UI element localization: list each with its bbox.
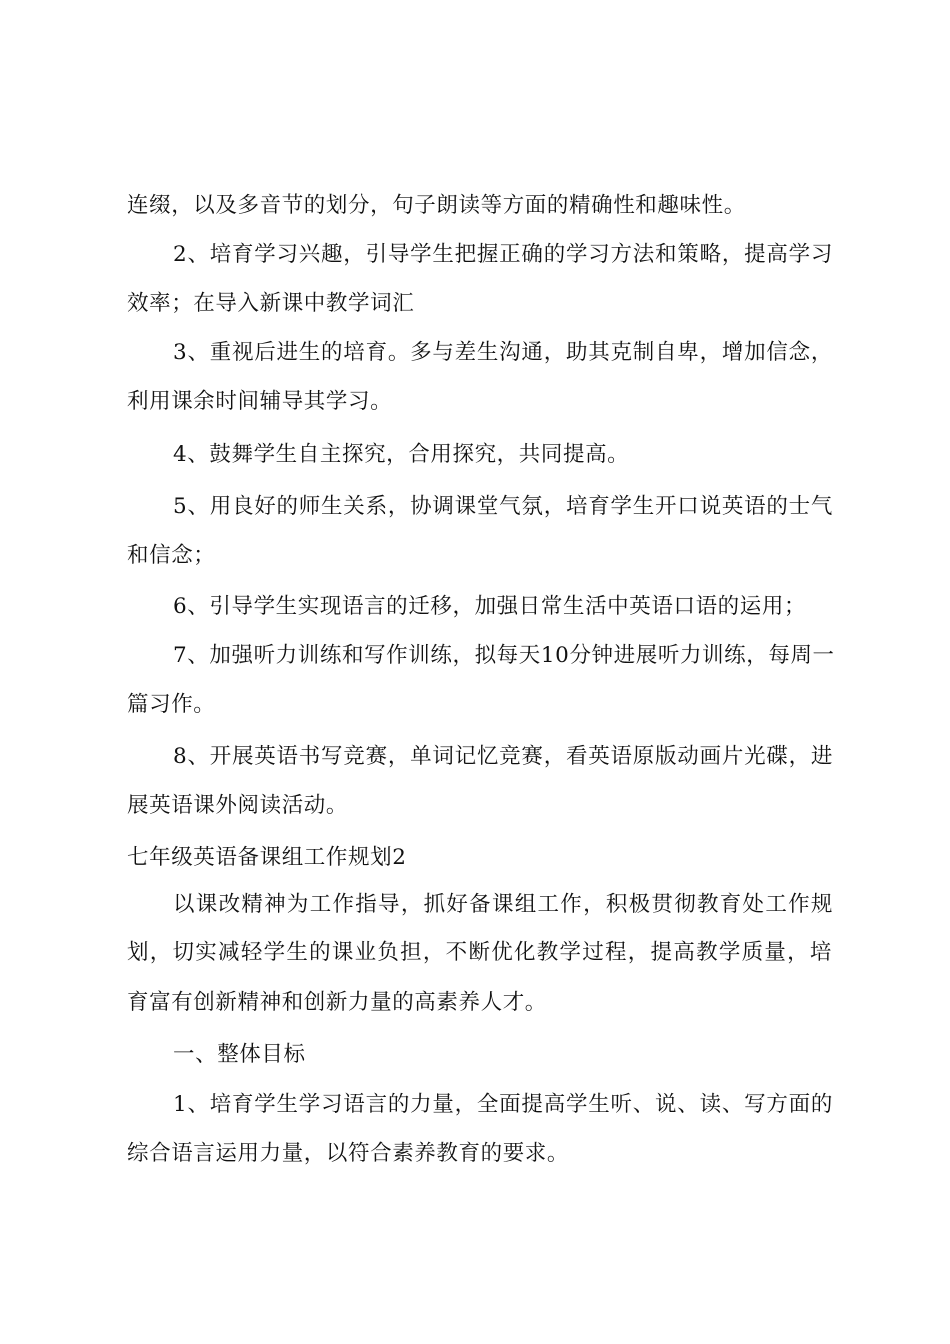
section-heading: 七年级英语备课组工作规划2: [127, 845, 407, 870]
text-line: 1、培育学生学习语言的力量，全面提高学生听、说、读、写方面的: [173, 1092, 833, 1117]
text-line: 以课改精神为工作指导，抓好备课组工作，积极贯彻教育处工作规: [173, 892, 833, 917]
text-line: 划，切实减轻学生的课业负担，不断优化教学过程，提高教学质量，培: [127, 940, 832, 965]
text-line: 育富有创新精神和创新力量的高素养人才。: [127, 990, 547, 1015]
text-line: 4、鼓舞学生自主探究，合用探究，共同提高。: [173, 442, 630, 467]
text-line: 2、培育学习兴趣，引导学生把握正确的学习方法和策略，提高学习: [173, 242, 833, 267]
text-line: 篇习作。: [127, 692, 216, 717]
text-line: 展英语课外阅读活动。: [127, 793, 349, 818]
text-line: 8、开展英语书写竞赛，单词记忆竞赛，看英语原版动画片光碟，进: [173, 744, 833, 769]
text-line: 综合语言运用力量，以符合素养教育的要求。: [127, 1141, 570, 1166]
text-line: 6、引导学生实现语言的迁移，加强日常生活中英语口语的运用；: [173, 594, 807, 619]
subsection-heading: 一、整体目标: [173, 1042, 306, 1067]
text-line: 3、重视后进生的培育。多与差生沟通，助其克制自卑，增加信念，: [173, 340, 833, 365]
text-line: 利用课余时间辅导其学习。: [127, 389, 393, 414]
text-line: 5、用良好的师生关系，协调课堂气氛，培育学生开口说英语的士气: [173, 494, 833, 519]
text-line: 效率；在导入新课中教学词汇: [127, 291, 415, 316]
text-line: 7、加强听力训练和写作训练，拟每天10分钟进展听力训练，每周一: [173, 643, 835, 668]
text-line: 连缀，以及多音节的划分，句子朗读等方面的精确性和趣味性。: [127, 193, 746, 218]
text-line: 和信念；: [127, 543, 216, 568]
